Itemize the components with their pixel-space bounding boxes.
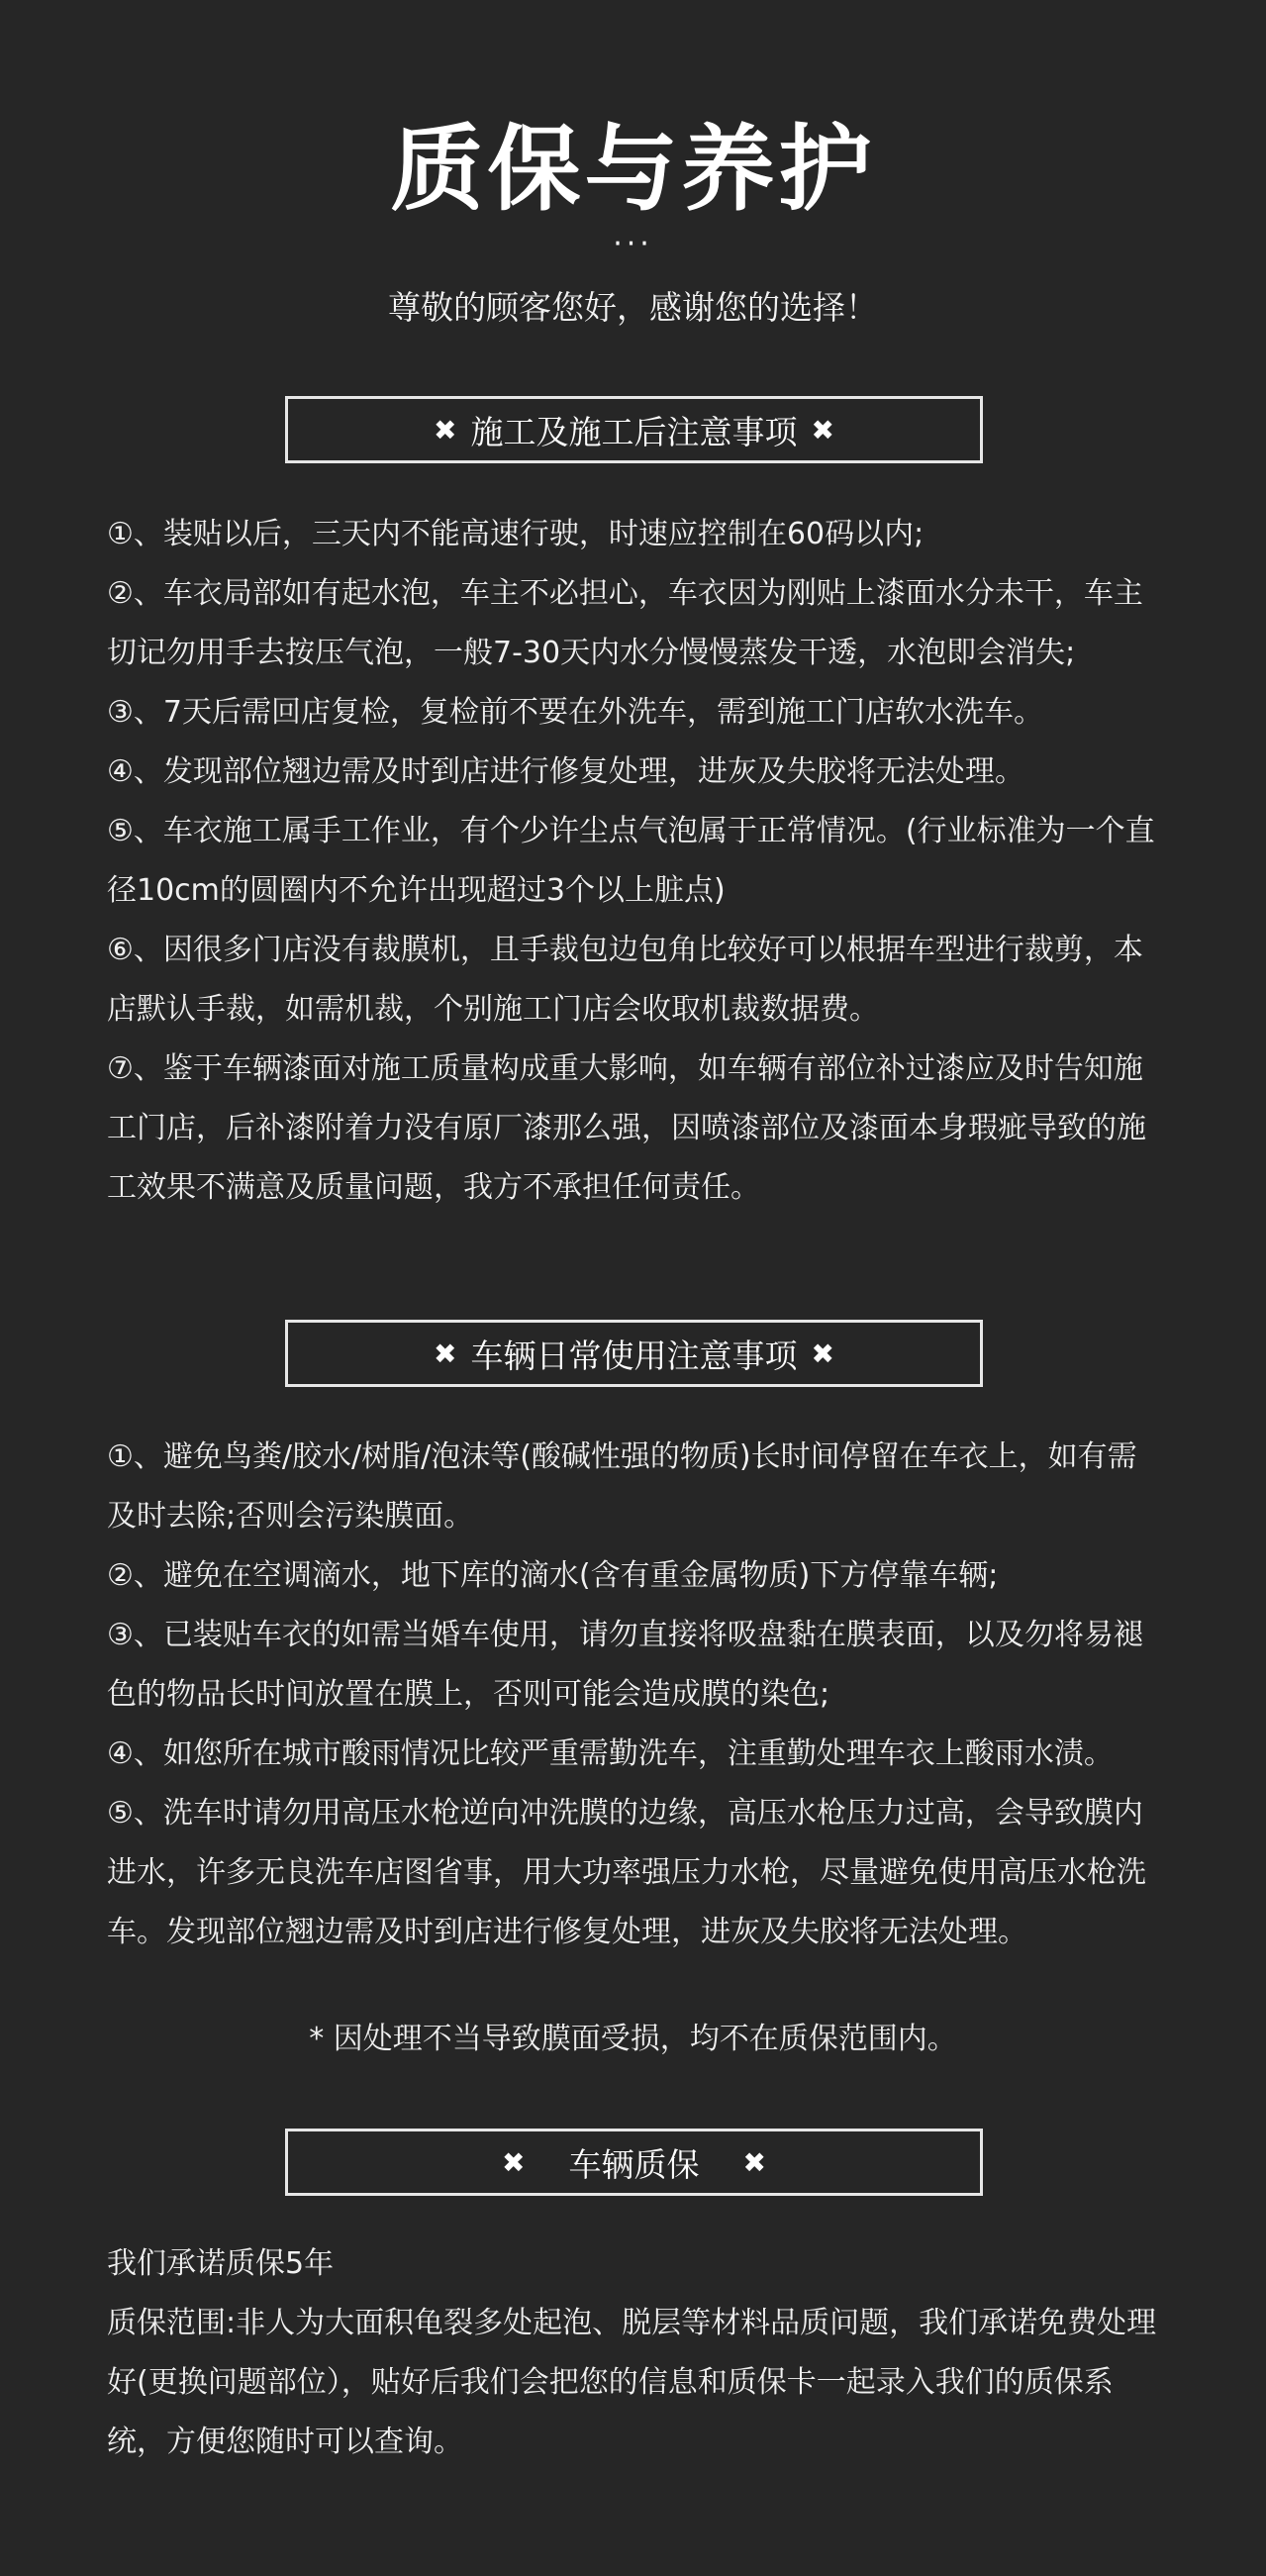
list-item: ①、装贴以后，三天内不能高速行驶，时速应控制在60码以内; bbox=[107, 517, 925, 551]
list-item: ⑤、车衣施工属手工作业，有个少许尘点气泡属于正常情况。(行业标准为一个直径10cm的圆圈内不允许出现超过3个以上脏点) bbox=[107, 814, 1155, 908]
cross-icon: ✖ bbox=[434, 1337, 457, 1370]
list-item: ④、发现部位翘边需及时到店进行修复处理，进灰及失胶将无法处理。 bbox=[107, 754, 1024, 789]
list-item: ③、已装贴车衣的如需当婚车使用，请勿直接将吸盘黏在膜表面，以及勿将易褪色的物品长时间放置在膜上，否则可能会造成膜的染色; bbox=[107, 1618, 1143, 1712]
construction-notes-list bbox=[107, 505, 1166, 1218]
list-item: ⑦、鉴于车辆漆面对施工质量构成重大影响，如车辆有部位补过漆应及时告知施工门店，后补漆附着力没有原厂漆那么强，因喷漆部位及漆面本身瑕疵导致的施工效果不满意及质量问题，我方不承担任何责任。 bbox=[107, 1051, 1146, 1205]
daily-use-notes-list bbox=[107, 1428, 1166, 1962]
list-item: ④、如您所在城市酸雨情况比较严重需勤洗车，注重勤处理车衣上酸雨水渍。 bbox=[107, 1736, 1114, 1771]
list-item: ⑥、因很多门店没有裁膜机，且手裁包边包角比较好可以根据车型进行裁剪，本店默认手裁，如需机裁，个别施工门店会收取机裁数据费。 bbox=[107, 933, 1143, 1027]
disclaimer-note: * 因处理不当导致膜面受损，均不在质保范围内。 bbox=[309, 2022, 957, 2056]
warranty-scope: 质保范围:非人为大面积龟裂多处起泡、脱层等材料品质问题，我们承诺免费处理好(更换问题部位），贴好后我们会把您的信息和质保卡一起录入我们的质保系统，方便您随时可以查询。 bbox=[107, 2306, 1157, 2459]
warranty-terms-list bbox=[107, 2234, 1166, 2472]
cross-icon: ✖ bbox=[811, 413, 834, 446]
list-item: ③、7天后需回店复检，复检前不要在外洗车，需到施工门店软水洗车。 bbox=[107, 695, 1043, 730]
warranty-period: 我们承诺质保5年 bbox=[107, 2246, 335, 2281]
list-item: ①、避免鸟粪/胶水/树脂/泡沫等(酸碱性强的物质)长时间停留在车衣上，如有需及时去除;否则会污染膜面。 bbox=[107, 1439, 1137, 1534]
list-item: ②、车衣局部如有起水泡，车主不必担心，车衣因为刚贴上漆面水分未干，车主切记勿用手去按压气泡，一般7-30天内水分慢慢蒸发干透，水泡即会消失; bbox=[107, 576, 1143, 670]
section-heading-label: 车辆质保 bbox=[568, 2144, 700, 2184]
list-item: ②、避免在空调滴水，地下库的滴水(含有重金属物质)下方停靠车辆; bbox=[107, 1558, 999, 1593]
section-heading-daily-use bbox=[285, 1320, 983, 1387]
section-heading-label: 车辆日常使用注意事项 bbox=[470, 1336, 798, 1375]
cross-icon: ✖ bbox=[742, 2145, 766, 2179]
section-heading-warranty bbox=[285, 2129, 983, 2196]
cross-icon: ✖ bbox=[434, 413, 457, 446]
section-heading-label: 施工及施工后注意事项 bbox=[470, 412, 798, 451]
section-heading-construction bbox=[285, 396, 983, 463]
cross-icon: ✖ bbox=[811, 1337, 834, 1370]
cross-icon: ✖ bbox=[502, 2145, 526, 2179]
title-dots-divider: ··· bbox=[613, 227, 653, 261]
greeting-text: 尊敬的顾客您好，感谢您的选择！ bbox=[388, 288, 878, 327]
page-title: 质保与养护 bbox=[390, 116, 876, 224]
list-item: ⑤、洗车时请勿用高压水枪逆向冲洗膜的边缘，高压水枪压力过高，会导致膜内进水，许多无良洗车店图省事，用大功率强压力水枪，尽量避免使用高压水枪洗车。发现部位翘边需及时到店进行修复处理，进灰及失胶将无法处理。 bbox=[107, 1796, 1146, 1949]
